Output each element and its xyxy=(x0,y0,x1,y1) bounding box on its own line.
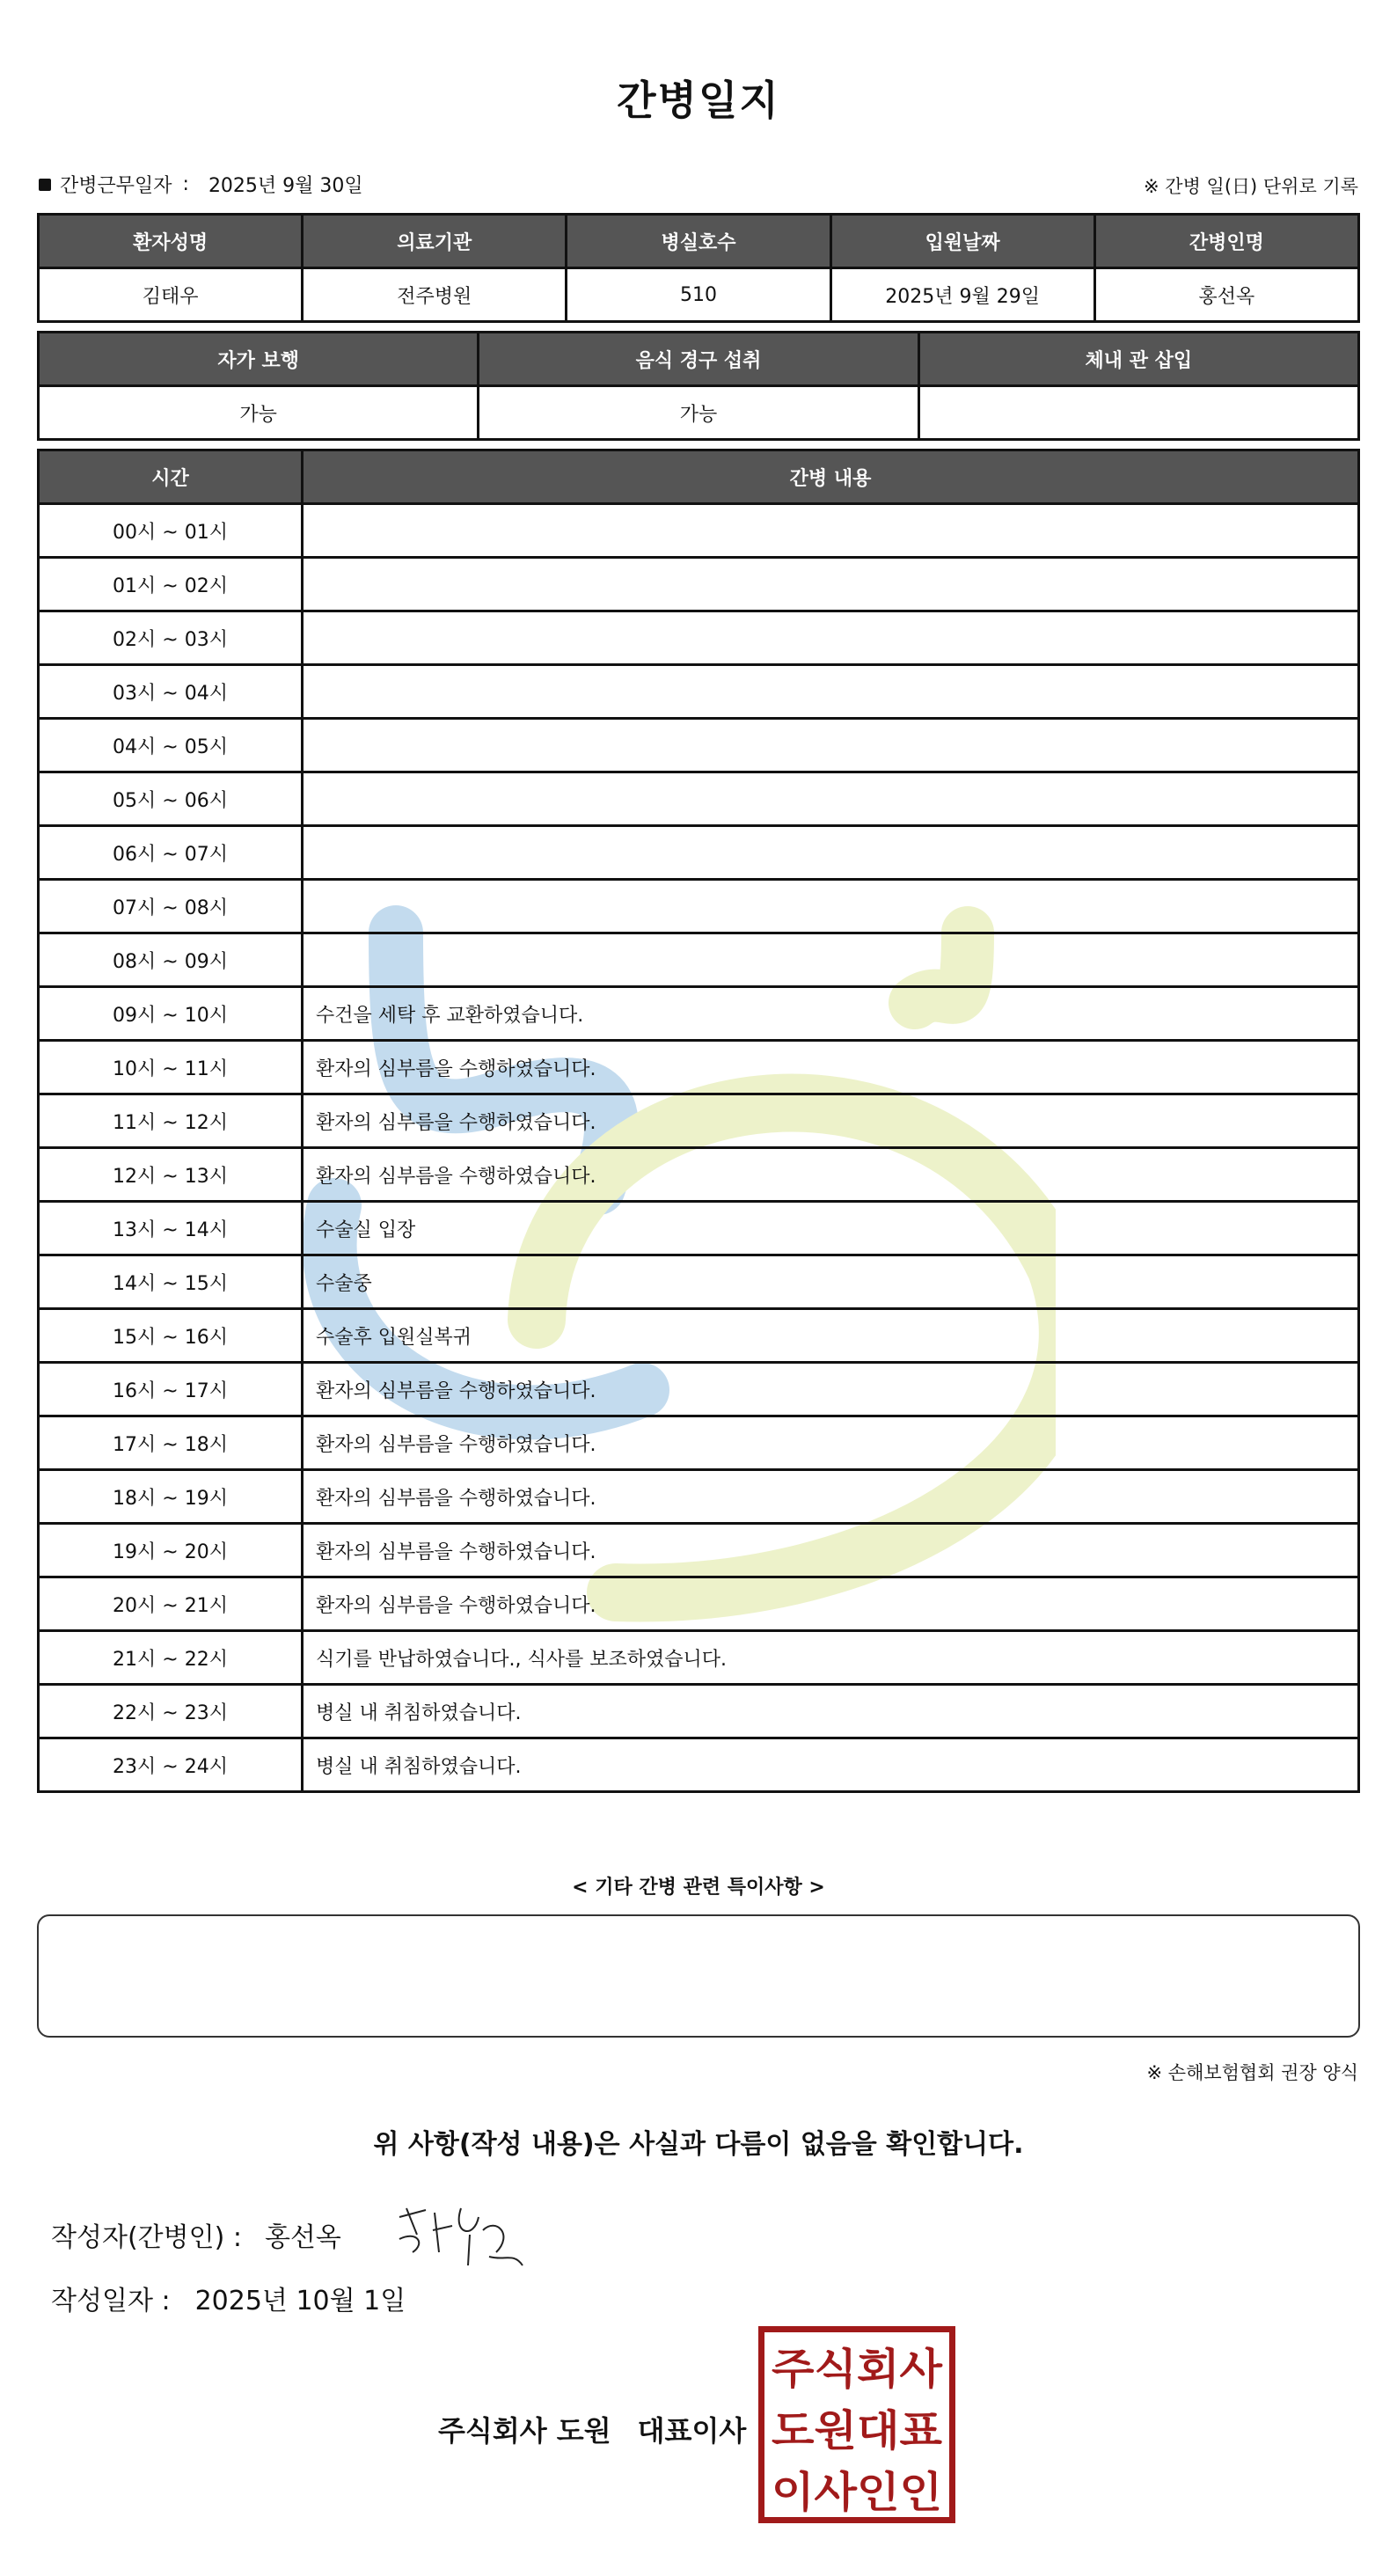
oral-intake-value: 가능 xyxy=(479,386,918,440)
log-row xyxy=(39,1041,1359,1094)
log-time: 14시 ~ 15시 xyxy=(39,1255,303,1309)
svg-text:도원대표: 도원대표 xyxy=(772,2406,943,2455)
handwritten-signature xyxy=(391,2191,531,2282)
log-time: 23시 ~ 24시 xyxy=(39,1738,303,1792)
written-date xyxy=(51,2279,406,2317)
log-content: 환자의 심부름을 수행하였습니다. xyxy=(303,1363,1359,1416)
log-row xyxy=(39,1255,1359,1309)
log-row xyxy=(39,987,1359,1041)
header-admission-date: 입원날짜 xyxy=(830,215,1094,268)
log-time: 21시 ~ 22시 xyxy=(39,1631,303,1685)
written-date-label: 작성일자 : xyxy=(51,2286,171,2316)
log-row xyxy=(39,1577,1359,1631)
log-content: 병실 내 취침하였습니다. xyxy=(303,1738,1359,1792)
log-row xyxy=(39,880,1359,933)
log-time: 16시 ~ 17시 xyxy=(39,1363,303,1416)
patient-name: 김태우 xyxy=(39,268,303,322)
tube-insertion-value xyxy=(918,386,1358,440)
log-row xyxy=(39,1685,1359,1738)
log-content: 환자의 심부름을 수행하였습니다. xyxy=(303,1148,1359,1202)
log-row xyxy=(39,933,1359,987)
log-row xyxy=(39,1202,1359,1255)
log-time: 05시 ~ 06시 xyxy=(39,772,303,826)
log-time: 07시 ~ 08시 xyxy=(39,880,303,933)
log-time: 20시 ~ 21시 xyxy=(39,1577,303,1631)
patient-value-row xyxy=(39,268,1359,322)
work-date-label: 간병근무일자 xyxy=(60,175,172,197)
log-header-row xyxy=(39,450,1359,504)
log-content: 환자의 심부름을 수행하였습니다. xyxy=(303,1041,1359,1094)
writer xyxy=(51,2215,341,2254)
log-content: 수술중 xyxy=(303,1255,1359,1309)
log-time: 08시 ~ 09시 xyxy=(39,933,303,987)
header-hospital: 의료기관 xyxy=(303,215,567,268)
log-time: 18시 ~ 19시 xyxy=(39,1470,303,1524)
log-body xyxy=(39,504,1359,1792)
patient-status-table xyxy=(37,331,1360,441)
self-walking-value: 가능 xyxy=(39,386,479,440)
log-time: 02시 ~ 03시 xyxy=(39,611,303,665)
work-date-separator: : xyxy=(182,173,189,195)
log-time: 13시 ~ 14시 xyxy=(39,1202,303,1255)
header-self-walking: 자가 보행 xyxy=(39,333,479,386)
log-content xyxy=(303,826,1359,880)
log-content: 수건을 세탁 후 교환하였습니다. xyxy=(303,987,1359,1041)
log-content xyxy=(303,880,1359,933)
log-row xyxy=(39,1738,1359,1792)
svg-text:이사인인: 이사인인 xyxy=(772,2468,942,2517)
log-time: 04시 ~ 05시 xyxy=(39,719,303,772)
log-content: 환자의 심부름을 수행하였습니다. xyxy=(303,1416,1359,1470)
writer-name: 홍선옥 xyxy=(264,2222,341,2253)
written-date-value: 2025년 10월 1일 xyxy=(194,2286,406,2316)
log-content xyxy=(303,772,1359,826)
log-time: 01시 ~ 02시 xyxy=(39,558,303,611)
log-row xyxy=(39,1148,1359,1202)
confirmation-statement: 위 사항(작성 내용)은 사실과 다름이 없음을 확인합니다. xyxy=(373,2129,1024,2160)
log-content: 병실 내 취침하였습니다. xyxy=(303,1685,1359,1738)
log-row xyxy=(39,1524,1359,1577)
log-row xyxy=(39,1416,1359,1470)
header-time: 시간 xyxy=(39,450,303,504)
log-time: 06시 ~ 07시 xyxy=(39,826,303,880)
remarks-box xyxy=(37,1914,1360,2038)
header-caregiver-name: 간병인명 xyxy=(1094,215,1358,268)
log-row xyxy=(39,504,1359,558)
form-note: ※ 손해보험협회 권장 양식 xyxy=(1146,2062,1358,2083)
header-room: 병실호수 xyxy=(567,215,830,268)
log-time: 17시 ~ 18시 xyxy=(39,1416,303,1470)
svg-text:주식회사: 주식회사 xyxy=(772,2345,943,2394)
log-time: 10시 ~ 11시 xyxy=(39,1041,303,1094)
company-name: 주식회사 도원 xyxy=(438,2414,611,2448)
log-content: 식기를 반납하였습니다., 식사를 보조하였습니다. xyxy=(303,1631,1359,1685)
log-content: 환자의 심부름을 수행하였습니다. xyxy=(303,1577,1359,1631)
caregiver-name: 홍선옥 xyxy=(1094,268,1358,322)
log-content: 수술후 입원실복귀 xyxy=(303,1309,1359,1363)
header-tube-insertion: 체내 관 삽입 xyxy=(918,333,1358,386)
log-content xyxy=(303,558,1359,611)
log-time: 22시 ~ 23시 xyxy=(39,1685,303,1738)
log-time: 09시 ~ 10시 xyxy=(39,987,303,1041)
log-content xyxy=(303,719,1359,772)
log-content: 환자의 심부름을 수행하였습니다. xyxy=(303,1524,1359,1577)
log-time: 19시 ~ 20시 xyxy=(39,1524,303,1577)
log-content xyxy=(303,665,1359,719)
log-time: 12시 ~ 13시 xyxy=(39,1148,303,1202)
record-note: ※ 간병 일(日) 단위로 기록 xyxy=(1144,176,1358,197)
log-row xyxy=(39,1631,1359,1685)
header-oral-intake: 음식 경구 섭취 xyxy=(479,333,918,386)
log-content: 환자의 심부름을 수행하였습니다. xyxy=(303,1094,1359,1148)
patient-header-row xyxy=(39,215,1359,268)
company-seal-stamp xyxy=(758,2326,955,2523)
document-title: 간병일지 xyxy=(617,77,780,124)
log-row xyxy=(39,1470,1359,1524)
log-row xyxy=(39,772,1359,826)
log-time: 03시 ~ 04시 xyxy=(39,665,303,719)
header-care-content: 간병 내용 xyxy=(303,450,1359,504)
log-content: 환자의 심부름을 수행하였습니다. xyxy=(303,1470,1359,1524)
log-row xyxy=(39,665,1359,719)
hospital-name: 전주병원 xyxy=(303,268,567,322)
log-time: 00시 ~ 01시 xyxy=(39,504,303,558)
log-row xyxy=(39,1363,1359,1416)
care-log-table xyxy=(37,449,1360,1793)
representative-title: 대표이사 xyxy=(637,2414,747,2448)
work-date-value: 2025년 9월 30일 xyxy=(208,175,363,197)
log-row xyxy=(39,719,1359,772)
admission-date: 2025년 9월 29일 xyxy=(830,268,1094,322)
log-row xyxy=(39,1309,1359,1363)
status-header-row xyxy=(39,333,1359,386)
writer-label: 작성자(간병인) : xyxy=(51,2222,242,2253)
log-content xyxy=(303,933,1359,987)
log-time: 11시 ~ 12시 xyxy=(39,1094,303,1148)
log-row xyxy=(39,611,1359,665)
company-signoff xyxy=(438,2409,746,2449)
header-patient-name: 환자성명 xyxy=(39,215,303,268)
log-row xyxy=(39,558,1359,611)
bullet-square-icon xyxy=(39,179,51,191)
log-content xyxy=(303,504,1359,558)
status-value-row xyxy=(39,386,1359,440)
log-content: 수술실 입장 xyxy=(303,1202,1359,1255)
work-date xyxy=(39,171,363,198)
room-number: 510 xyxy=(567,268,830,322)
log-row xyxy=(39,1094,1359,1148)
log-content xyxy=(303,611,1359,665)
log-time: 15시 ~ 16시 xyxy=(39,1309,303,1363)
patient-info-table xyxy=(37,213,1360,323)
remarks-title: < 기타 간병 관련 특이사항 > xyxy=(572,1877,825,1899)
log-row xyxy=(39,826,1359,880)
